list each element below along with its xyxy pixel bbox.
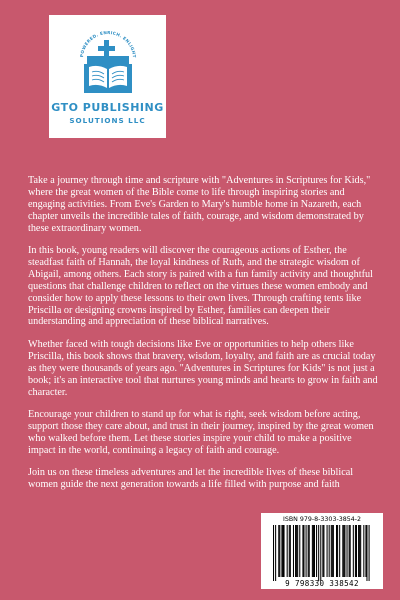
barcode-icon bbox=[261, 513, 383, 589]
paragraph-stories: In this book, young readers will discover the courageous actions of Esther, the steadfast faith of Hannah, the loyal kindness of Ruth, and the strategic wisdom of Abigail, among others. Each story is paired with a fun family activity and thoughtful questions that challenge children to reflect on the virtues these women embody and consider how to apply these lessons to their own lives. Through crafting tents like Priscilla or designing crowns inspired by Esther, families can deepen their understanding and appreciation of these biblical narratives. bbox=[28, 245, 373, 328]
isbn-label: ISBN 979-8-3303-3854-2 bbox=[282, 516, 362, 523]
back-cover-description bbox=[28, 175, 378, 501]
logo-arc-text: POWERED. ENRICH. ENLIGHT bbox=[79, 29, 138, 59]
publisher-name: GTO PUBLISHING bbox=[51, 101, 164, 114]
publisher-subtitle: SOLUTIONS LLC bbox=[69, 116, 146, 125]
paragraph-closing: Join us on these timeless adventures and let the incredible lives of these biblical women guide the next generation towards a life filled with purpose and faith bbox=[28, 467, 354, 490]
paragraph-lessons: Whether faced with tough decisions like Eve or opportunities to help others like Priscilla, this book shows that bravery, wisdom, loyalty, and faith are as crucial today as they were thousands of years ago. "Adventures in Scriptures for Kids" is not just a book; it's an interactive tool that nurtures young minds and hearts to grow in faith and character. bbox=[28, 338, 378, 398]
publisher-logo bbox=[49, 15, 166, 138]
svg-text:EMPOWERED. ENRICH. ENLIGHTEN bbox=[49, 15, 137, 58]
barcode-number: 9 798330 338542 bbox=[285, 579, 359, 588]
barcode-panel bbox=[261, 513, 383, 589]
paragraph-intro: Take a journey through time and scripture with "Adventures in Scriptures for Kids," where the great women of the Bible come to life through inspiring stories and engaging activities. From Eve's Garden to Mary's humble home in Nazareth, each chapter unveils the incredible tales of faith, courage, and wisdom demonstrated by these extraordinary women. bbox=[28, 175, 371, 234]
paragraph-encourage: Encourage your children to stand up for what is right, seek wisdom before acting, support those they care about, and trust in their journey, inspired by the great women who walked before them. Let these stories inspire your child to make a positive impact in the world, continuing a legacy of faith and courage. bbox=[28, 408, 374, 456]
